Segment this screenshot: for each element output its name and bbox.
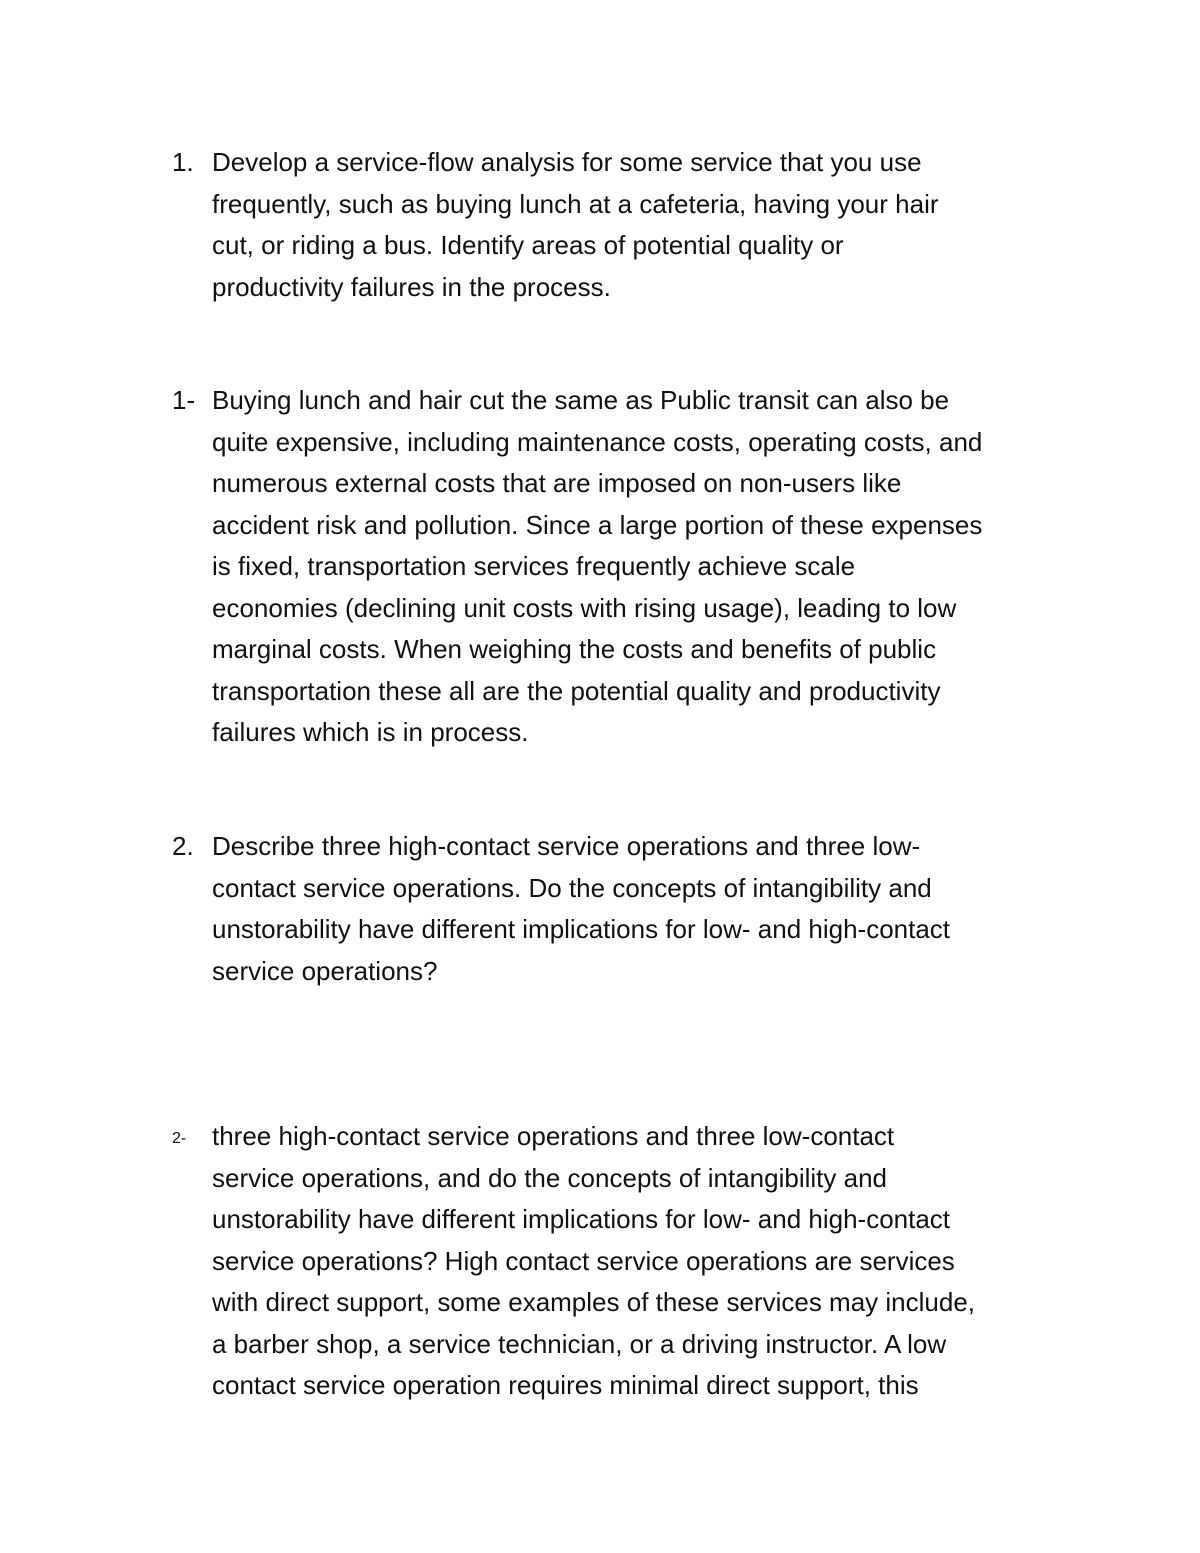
answer-1 (172, 380, 1072, 754)
answer-1-text (212, 380, 1072, 754)
text-line: quite expensive, including maintenance costs, operating costs, and (212, 426, 983, 457)
text-line: economies (declining unit costs with rising usage), leading to low (212, 592, 957, 623)
text-line: service operations? High contact service operations are services (212, 1245, 955, 1276)
text-line: Buying lunch and hair cut the same as Public transit can also be (212, 385, 950, 415)
list-marker: 2. (172, 831, 194, 861)
list-marker: 1. (172, 147, 194, 177)
text-line: is fixed, transportation services frequently achieve scale (212, 551, 856, 581)
question-1-text (212, 142, 1072, 308)
question-2-text (212, 826, 1072, 992)
answer-2-text (212, 1116, 1072, 1407)
text-line: service operations, and do the concepts of intangibility and (212, 1162, 887, 1193)
text-line: failures which is in process. (212, 717, 529, 747)
text-line: marginal costs. When weighing the costs and benefits of public (212, 634, 937, 664)
text-line: transportation these all are the potential quality and productivity (212, 675, 941, 706)
text-line: numerous external costs that are imposed on non-users like (212, 468, 902, 498)
list-marker: 1- (172, 385, 196, 415)
text-line: unstorability have different implications for low- and high-contact (212, 914, 951, 944)
text-line: Develop a service-flow analysis for some service that you use (212, 147, 922, 177)
text-line: with direct support, some examples of these services may include, (212, 1287, 976, 1317)
question-1 (172, 142, 1072, 308)
text-line: accident risk and pollution. Since a large portion of these expenses (212, 509, 983, 540)
text-line: contact service operations. Do the concepts of intangibility and (212, 872, 932, 903)
text-line: productivity failures in the process. (212, 271, 611, 302)
text-line: cut, or riding a bus. Identify areas of potential quality or (212, 230, 844, 260)
text-line: a barber shop, a service technician, or a driving instructor. A low (212, 1328, 947, 1359)
list-marker: 2- (172, 1130, 187, 1147)
answer-2 (172, 1116, 1072, 1407)
text-line: three high-contact service operations and three low-contact (212, 1121, 895, 1151)
text-line: service operations? (212, 955, 438, 986)
question-2 (172, 826, 1072, 992)
text-line: Describe three high-contact service operations and three low- (212, 831, 921, 861)
text-line: frequently, such as buying lunch at a cafeteria, having your hair (212, 188, 939, 219)
text-line: contact service operation requires minimal direct support, this (212, 1370, 919, 1400)
text-line: unstorability have different implications for low- and high-contact (212, 1204, 951, 1234)
